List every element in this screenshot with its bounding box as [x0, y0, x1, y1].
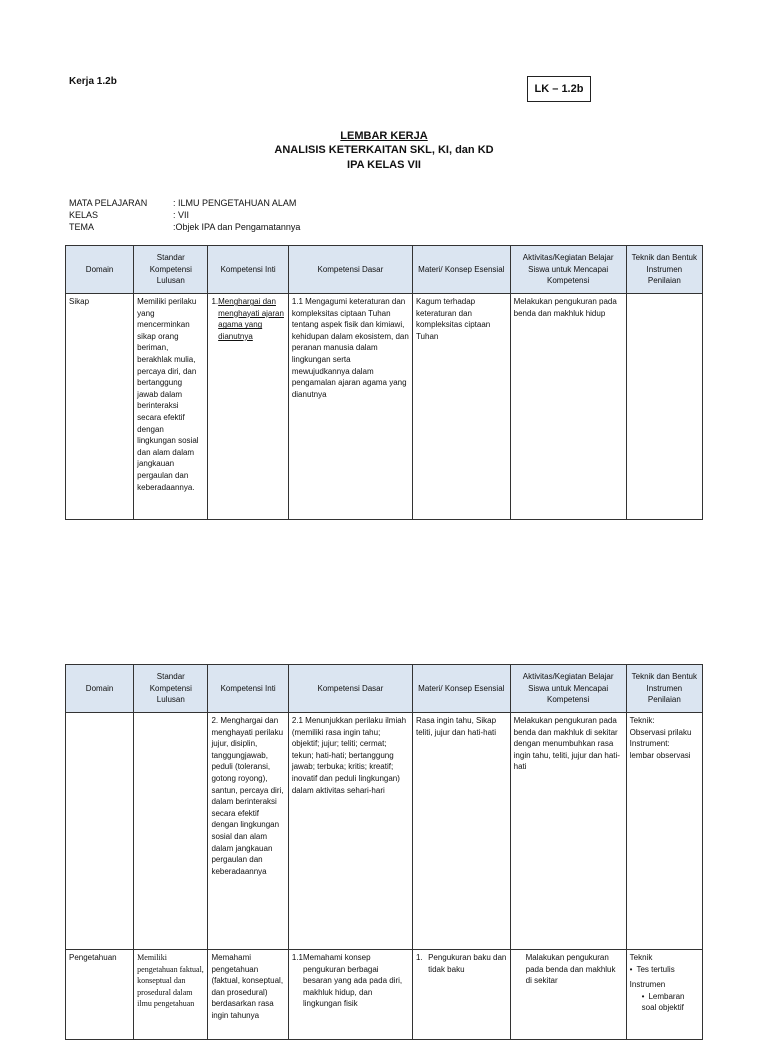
cell-aktivitas — [510, 950, 626, 1040]
teknik-bullet-item: • Tes tertulis — [630, 964, 699, 976]
cell-skl: Memiliki pengetahuan faktual, konseptual dan prosedural dalam ilmu pengetahuan — [134, 950, 208, 1040]
instrumen-value: Lembaran soal objektif — [641, 991, 685, 1013]
cell-teknik — [626, 294, 702, 520]
cell-aktivitas: Melakukan pengukuran pada benda dan makhluk di sekitar dengan menumbuhkan rasa ingin tahu, teliti, jujur dan hati-hati — [510, 713, 626, 950]
cell-materi — [412, 950, 510, 1040]
lk-code-box: LK – 1.2b — [527, 76, 591, 102]
analysis-table-2 — [65, 664, 703, 1040]
ki-number: 2. — [211, 716, 219, 725]
doc-class-title: IPA KELAS VII — [347, 159, 421, 171]
col-header-kd: Kompetensi Dasar — [288, 665, 412, 713]
cell-kd: 2.1 Menunjukkan perilaku ilmiah (memiliki rasa ingin tahu; objektif; jujur; teliti; cermat; tekun; hati-hati; bertanggung jawab; terbuka; kritis; kreatif; inovatif dan peduli lingkungan) dalam aktivitas sehari-hari — [288, 713, 412, 950]
kd-text: Memahami konsep pengukuran berbagai besaran yang ada pada diri, makhluk hidup, dan lingkungan fisik — [302, 953, 403, 1009]
cell-teknik — [626, 713, 702, 950]
meta-row-theme — [69, 222, 300, 232]
col-header-skl: Standar Kompetensi Lulusan — [134, 665, 208, 713]
cell-skl — [134, 713, 208, 950]
table-row — [66, 294, 703, 520]
cell-skl: Memiliki perilaku yang mencerminkan sikap orang beriman, berakhlak mulia, percaya diri, dan bertanggung jawab dalam berinteraksi secara efektif dengan lingkungan sosial dan alam dalam jangkauan pergaulan dan keberadaannya. — [134, 294, 208, 520]
analysis-table-1 — [65, 245, 703, 520]
meta-row-class — [69, 210, 189, 220]
cell-kd — [288, 950, 412, 1040]
ki-text: Menghargai dan menghayati perilaku jujur, disiplin, tanggungjawab, peduli (toleransi, gotong royong), santun, percaya diri, dalam berinteraksi secara efektif dengan lingkungan sosial dan alam dalam jangkauan pergaulan dan keberadaannya — [211, 716, 284, 876]
cell-ki — [208, 294, 288, 520]
meta-value: :Objek IPA dan Pengamatannya — [173, 222, 301, 232]
col-header-teknik: Teknik dan Bentuk Instrumen Penilaian — [626, 246, 702, 294]
col-header-domain: Domain — [66, 246, 134, 294]
col-header-ki: Kompetensi Inti — [208, 665, 288, 713]
table-header-row — [66, 665, 703, 713]
meta-value: : ILMU PENGETAHUAN ALAM — [173, 198, 297, 208]
col-header-aktivitas: Aktivitas/Kegiatan Belajar Siswa untuk Mencapai Kompetensi — [510, 246, 626, 294]
cell-domain: Pengetahuan — [66, 950, 134, 1040]
teknik-label: Teknik — [629, 953, 653, 962]
meta-label: TEMA — [69, 222, 95, 232]
materi-number: 1. — [415, 953, 423, 962]
instrumen-label: Instrumen — [629, 980, 666, 990]
cell-domain — [66, 713, 134, 950]
meta-row-subject — [69, 198, 296, 208]
col-header-kd: Kompetensi Dasar — [288, 246, 412, 294]
instrumen-bullet-item — [630, 991, 699, 1014]
table-header-row — [66, 246, 703, 294]
cell-aktivitas: Melakukan pengukuran pada benda dan makhluk hidup — [510, 294, 626, 520]
kd-number: 1.1 — [291, 953, 303, 962]
ki-text: Menghargai dan menghayati ajaran agama yang dianutnya — [218, 297, 284, 341]
materi-text: Pengukuran baku dan tidak baku — [428, 953, 507, 974]
col-header-materi: Materi/ Konsep Esensial — [412, 246, 510, 294]
cell-domain: Sikap — [66, 294, 134, 520]
cell-ki — [208, 713, 288, 950]
cell-teknik — [626, 950, 702, 1040]
meta-label: KELAS — [69, 210, 99, 220]
col-header-domain: Domain — [66, 665, 134, 713]
doc-subtitle: ANALISIS KETERKAITAN SKL, KI, dan KD — [274, 144, 494, 156]
col-header-teknik: Teknik dan Bentuk Instrumen Penilaian — [626, 665, 702, 713]
instrumen-value: lembar observasi — [629, 750, 691, 760]
teknik-value: Observasi prilaku — [629, 727, 692, 737]
col-header-ki: Kompetensi Inti — [208, 246, 288, 294]
col-header-materi: Materi/ Konsep Esensial — [412, 665, 510, 713]
kerja-label: Kerja 1.2b — [69, 76, 117, 87]
col-header-skl: Standar Kompetensi Lulusan — [134, 246, 208, 294]
teknik-label: Teknik: — [629, 716, 655, 725]
col-header-aktivitas: Aktivitas/Kegiatan Belajar Siswa untuk Mencapai Kompetensi — [510, 665, 626, 713]
cell-materi: Rasa ingin tahu, Sikap teliti, jujur dan hati-hati — [412, 713, 510, 950]
aktivitas-text: Malakukan pengukuran pada benda dan makhluk di sekitar — [525, 953, 616, 986]
cell-materi: Kagum terhadap keteraturan dan kompleksitas ciptaan Tuhan — [412, 294, 510, 520]
table-row — [66, 950, 703, 1040]
cell-ki: Memahami pengetahuan (faktual, konseptual, dan prosedural) berdasarkan rasa ingin tahunya — [208, 950, 288, 1040]
doc-title: LEMBAR KERJA — [340, 130, 428, 142]
table-row — [66, 713, 703, 950]
meta-label: MATA PELAJARAN — [69, 198, 148, 208]
meta-value: : VII — [173, 210, 190, 220]
ki-number: 1. — [211, 297, 219, 306]
instrumen-label: Instrument: — [629, 739, 670, 749]
cell-kd: 1.1 Mengagumi keteraturan dan kompleksitas ciptaan Tuhan tentang aspek fisik dan kimiawi, kehidupan dalam ekosistem, dan peranan manusia dalam lingkungan serta mewujudkannya dalam pengamalan ajaran agama yang dianutnya — [288, 294, 412, 520]
